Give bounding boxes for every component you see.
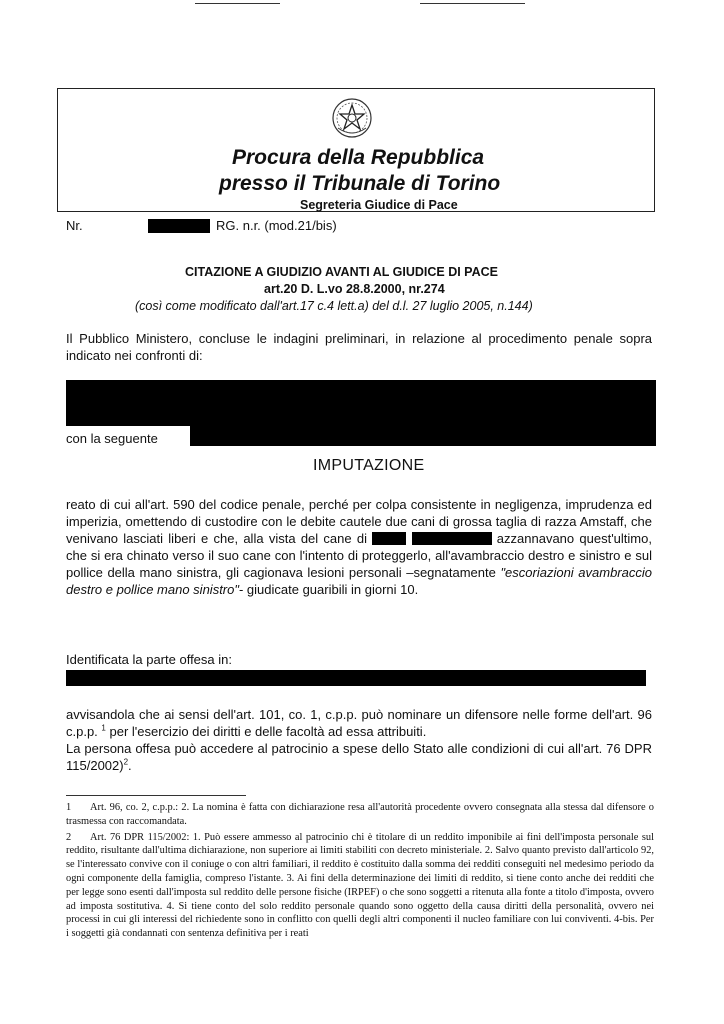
redacted-victim-name (372, 532, 406, 545)
office-title: Procura della Repubblica (232, 146, 485, 169)
republic-emblem-icon (330, 96, 374, 140)
footnote-separator (66, 795, 246, 796)
registry-row (66, 218, 646, 236)
notice-text-b: per l'esercizio dei diritti e delle facoltà ad essa attribuiti. (109, 724, 427, 739)
citation-law-reference: art.20 D. L.vo 28.8.2000, nr.274 (264, 282, 445, 296)
footnote-text: Art. 96, co. 2, c.p.p.: 2. La nomina è fatta con dichiarazione resa all'autorità procedente ovvero consegnata alla stessa dal difensore o trasmessa con raccomandata. (66, 802, 654, 827)
redacted-victim-surname (412, 532, 492, 545)
notice-text-d: . (128, 758, 132, 773)
accusation-text-2: azzannavano quest'ultimo, che si era chinato verso il suo cane con l'intento di proteggerlo, all'avambraccio destro e sinistro e sul pollice della mano sinistra, gli cagionava lesioni personali –segnatamente (66, 531, 652, 580)
accusation-text-1: reato di cui all'art. 590 del codice penale, perché per colpa consistente in negligenza, imprudenza ed imperizia, omettendo di custodire con le debite cautele due cani di grossa taglia di razza Amstaff, che venivano lasciati liberi e che, alla vista del cane di (66, 497, 652, 546)
notice-paragraph (66, 706, 652, 774)
imputazione-heading: IMPUTAZIONE (313, 457, 425, 474)
citation-amendment-note: (così come modificato dall'art.17 c.4 lett.a) del d.l. 27 luglio 2005, n.144) (135, 299, 533, 313)
accusation-text-3: - giudicate guaribili in giorni 10. (238, 582, 419, 597)
citation-heading: CITAZIONE A GIUDIZIO AVANTI AL GIUDICE DI PACE (185, 265, 498, 279)
office-subtitle-court: presso il Tribunale di Torino (219, 172, 501, 195)
notice-text-c: La persona offesa può accedere al patrocinio a spese dello Stato alle condizioni di cui all'art. 76 DPR 115/2002) (66, 741, 652, 773)
rg-label: RG. n.r. (mod.21/bis) (216, 218, 337, 233)
footnote-number: 2 (66, 831, 72, 843)
top-rule-right (420, 3, 525, 4)
footnote-number: 1 (66, 802, 72, 813)
nr-label: Nr. (66, 218, 83, 233)
redacted-defendant-tail (190, 426, 656, 446)
footnote-ref-2[interactable]: 2 (123, 757, 129, 767)
redacted-number (148, 219, 210, 233)
accusation-paragraph (66, 496, 652, 598)
top-rule-left (195, 3, 280, 4)
redacted-defendant-block (66, 380, 656, 426)
footnote-ref-1[interactable]: 1 (101, 723, 106, 733)
intro-paragraph: Il Pubblico Ministero, concluse le indagini preliminari, in relazione al procedimento penale sopra indicato nei confronti di: (66, 331, 652, 363)
footnote-1 (66, 801, 654, 829)
footnotes (66, 801, 654, 943)
footnote-2 (66, 831, 654, 941)
injury-quote: "escoriazioni avambraccio destro e pollice mano sinistro" (66, 565, 652, 597)
notice-text-a: avvisandola che ai sensi dell'art. 101, co. 1, c.p.p. può nominare un difensore nelle forme dell'art. 96 c.p.p. (66, 707, 652, 739)
offended-party-label: Identificata la parte offesa in: (66, 652, 232, 667)
footnote-text: Art. 76 DPR 115/2002: 1. Può essere ammesso al patrocinio chi è titolare di un reddito imponibile ai fini dell'imposta personale sul reddito, risultante dall'ultima dichiarazione, non superiore ai limiti stabiliti con decreto ministeriale. 2. Salvo quanto previsto dall'articolo 92, se l'interessato convive con il coniuge o con altri familiari, il reddito è costituito dalla somma dei redditi conseguiti nel medesimo periodo da ogni componente della famiglia, compreso l'istante. 3. Ai fini della determinazione dei limiti di reddito, si tiene conto anche dei redditi che per legge sono esenti dall'imposta sul reddito delle persone fisiche (IRPEF) o che sono soggetti a ritenuta alla fonte a titolo d'imposta, ovvero ad imposta sostitutiva. 4. Si tiene conto del solo reddito personale quando sono oggetto della causa diritti della personalità, ovvero nei processi in cui gli interessi del richiedente sono in conflitto con quelli degli altri componenti il nucleo familiare con lui conviventi. 4-bis. Per i soggetti già condannati con sentenza definitiva per i reati (66, 831, 654, 940)
seguente-label: con la seguente (66, 431, 158, 446)
redacted-offended-party (66, 670, 646, 686)
office-department: Segreteria Giudice di Pace (300, 198, 458, 212)
